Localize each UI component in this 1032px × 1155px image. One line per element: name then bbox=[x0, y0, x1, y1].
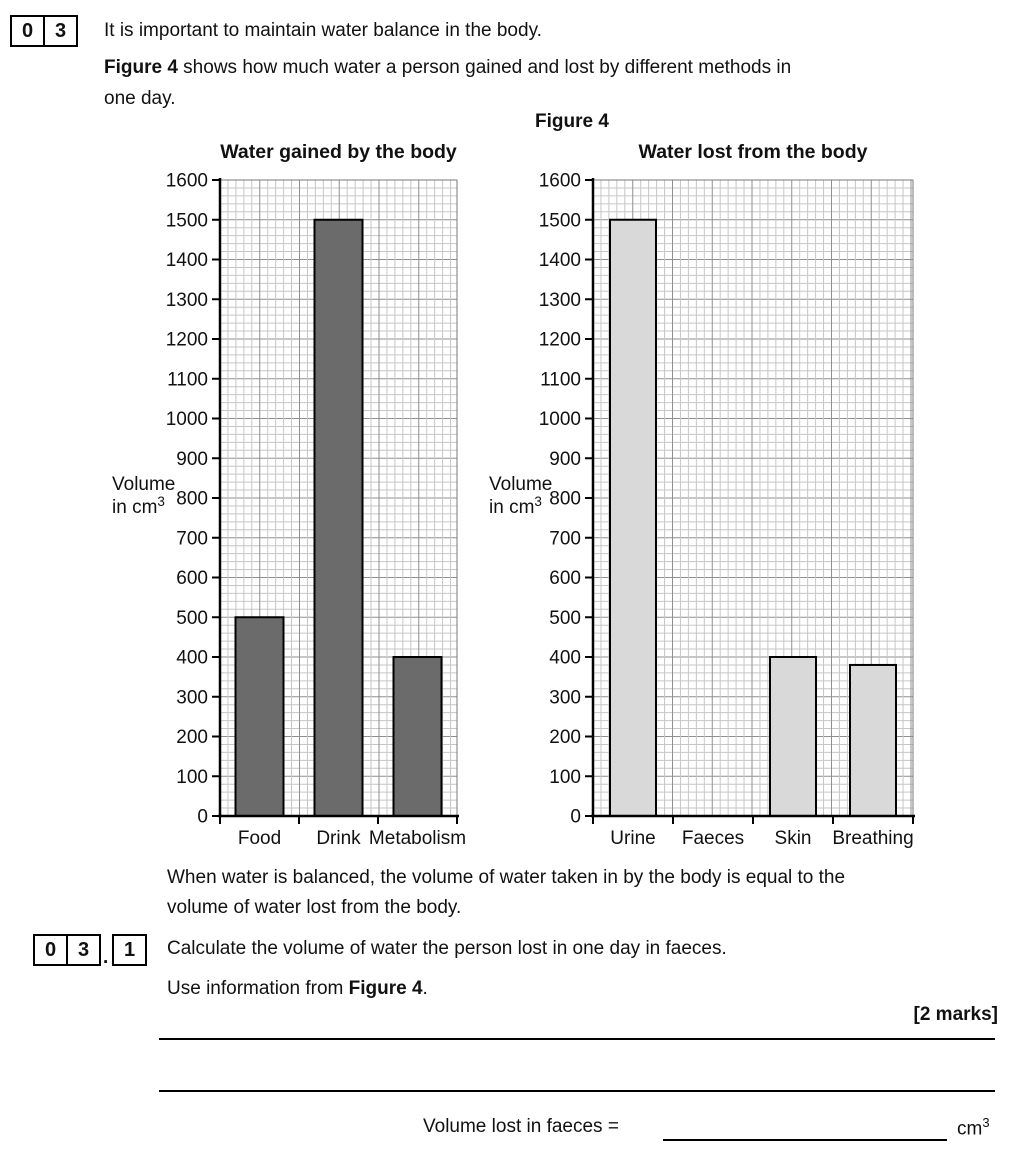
final-answer-blank[interactable] bbox=[663, 1139, 947, 1141]
y-tick-label: 900 bbox=[549, 448, 581, 470]
question-digit: 3 bbox=[43, 17, 76, 45]
y-tick-label: 1600 bbox=[165, 170, 208, 192]
y-tick-label: 700 bbox=[176, 528, 208, 550]
bar-food bbox=[236, 617, 284, 816]
y-tick-label: 200 bbox=[549, 727, 581, 748]
bar-drink bbox=[315, 220, 363, 816]
y-tick-label: 300 bbox=[549, 687, 581, 709]
question-digit: 0 bbox=[44, 938, 57, 961]
y-axis-label bbox=[489, 474, 552, 518]
chart-title: Water gained by the body bbox=[220, 141, 457, 163]
use-info-prefix: Use information from bbox=[167, 978, 349, 999]
x-axis-ticks bbox=[593, 816, 914, 849]
x-category-label: Metabolism bbox=[368, 828, 467, 849]
y-tick-label: 700 bbox=[549, 528, 581, 550]
y-tick-label: 1200 bbox=[165, 329, 208, 351]
chart-water-lost bbox=[480, 138, 925, 853]
use-info-suffix: . bbox=[422, 978, 428, 999]
y-tick-label: 600 bbox=[549, 568, 581, 589]
answer-line-1[interactable] bbox=[159, 1038, 995, 1040]
final-answer-label: Volume lost in faeces = bbox=[423, 1116, 619, 1137]
y-tick-label: 1100 bbox=[540, 369, 581, 391]
svg-text:Volume: Volume bbox=[112, 474, 176, 495]
y-tick-label: 800 bbox=[549, 488, 581, 510]
question-digit: 3 bbox=[66, 936, 99, 964]
balance-text-line-1: When water is balanced, the volume of water taken in by the body is equal to the bbox=[167, 867, 846, 888]
y-tick-label: 1300 bbox=[165, 289, 208, 311]
svg-text:in cm3: in $cm^3$ bbox=[112, 494, 165, 518]
y-tick-label: 1500 bbox=[538, 210, 581, 232]
x-category-label: Faeces bbox=[681, 828, 745, 849]
unit-label bbox=[957, 1115, 990, 1141]
y-tick-label: 0 bbox=[570, 806, 581, 828]
question-digit: 0 bbox=[21, 19, 34, 42]
x-category-label: Food bbox=[237, 828, 282, 849]
y-tick-label: 0 bbox=[197, 806, 208, 828]
y-tick-label: 1000 bbox=[538, 409, 581, 430]
y-tick-label: 1300 bbox=[538, 289, 581, 311]
use-info-figure-ref: Figure 4 bbox=[348, 978, 423, 999]
figure-ref-bold: Figure 4 bbox=[104, 57, 178, 78]
question-digit: 1 bbox=[123, 938, 136, 961]
x-axis-ticks bbox=[220, 816, 466, 849]
unit-base: cm bbox=[957, 1118, 983, 1140]
y-tick-label: 500 bbox=[176, 607, 208, 629]
marks-label: [2 marks] bbox=[913, 1004, 998, 1025]
intro-line-3: one day. bbox=[104, 88, 176, 109]
y-axis-ticks bbox=[539, 171, 593, 828]
y-tick-label: 1600 bbox=[538, 170, 581, 192]
x-category-label: Urine bbox=[610, 828, 656, 849]
bar-metabolism bbox=[394, 657, 442, 816]
y-axis-ticks bbox=[166, 171, 220, 828]
y-tick-label: 500 bbox=[549, 607, 581, 629]
y-tick-label: 400 bbox=[176, 647, 208, 669]
chart-water-gained bbox=[100, 138, 480, 853]
y-tick-label: 1200 bbox=[538, 329, 581, 351]
y-axis-label bbox=[112, 474, 175, 518]
y-tick-label: 1500 bbox=[165, 210, 208, 232]
y-tick-label: 100 bbox=[549, 766, 581, 788]
svg-text:Volume: Volume bbox=[489, 474, 553, 495]
intro-line-2-rest: shows how much water a person gained and lost by different methods in bbox=[177, 57, 792, 78]
y-tick-label: 400 bbox=[549, 647, 581, 669]
y-tick-label: 900 bbox=[176, 448, 208, 470]
question-031-box-main bbox=[33, 934, 101, 966]
y-tick-label: 100 bbox=[176, 766, 208, 788]
y-tick-label: 1400 bbox=[538, 250, 581, 271]
y-tick-label: 200 bbox=[176, 727, 208, 748]
x-category-label: Skin bbox=[774, 828, 812, 849]
balance-text-line-2: volume of water lost from the body. bbox=[167, 897, 462, 918]
chart-title: Water lost from the body bbox=[638, 141, 868, 163]
bar-urine bbox=[610, 220, 656, 816]
figure-caption: Figure 4 bbox=[535, 111, 609, 132]
question-031-prompt: Calculate the volume of water the person lost in one day in faeces. bbox=[167, 938, 727, 959]
bar-breathing bbox=[850, 665, 896, 816]
answer-line-2[interactable] bbox=[159, 1090, 995, 1092]
unit-superscript: 3 bbox=[982, 1115, 990, 1130]
y-tick-label: 800 bbox=[176, 488, 208, 510]
y-tick-label: 1100 bbox=[167, 369, 208, 391]
intro-line-2 bbox=[104, 56, 791, 80]
bar-skin bbox=[770, 657, 816, 816]
question-031-box-sub bbox=[112, 934, 147, 966]
y-tick-label: 1400 bbox=[165, 250, 208, 271]
intro-line-1: It is important to maintain water balance in the body. bbox=[104, 20, 542, 41]
y-tick-label: 1000 bbox=[165, 409, 208, 430]
question-031-dot: . bbox=[103, 947, 109, 968]
x-category-label: Drink bbox=[316, 828, 361, 849]
y-tick-label: 300 bbox=[176, 687, 208, 709]
use-info-line bbox=[167, 977, 428, 1001]
y-tick-label: 600 bbox=[176, 568, 208, 589]
x-category-label: Breathing bbox=[832, 828, 914, 849]
svg-text:in cm3: in $cm^3$ bbox=[489, 494, 542, 518]
question-number-box bbox=[10, 15, 78, 47]
